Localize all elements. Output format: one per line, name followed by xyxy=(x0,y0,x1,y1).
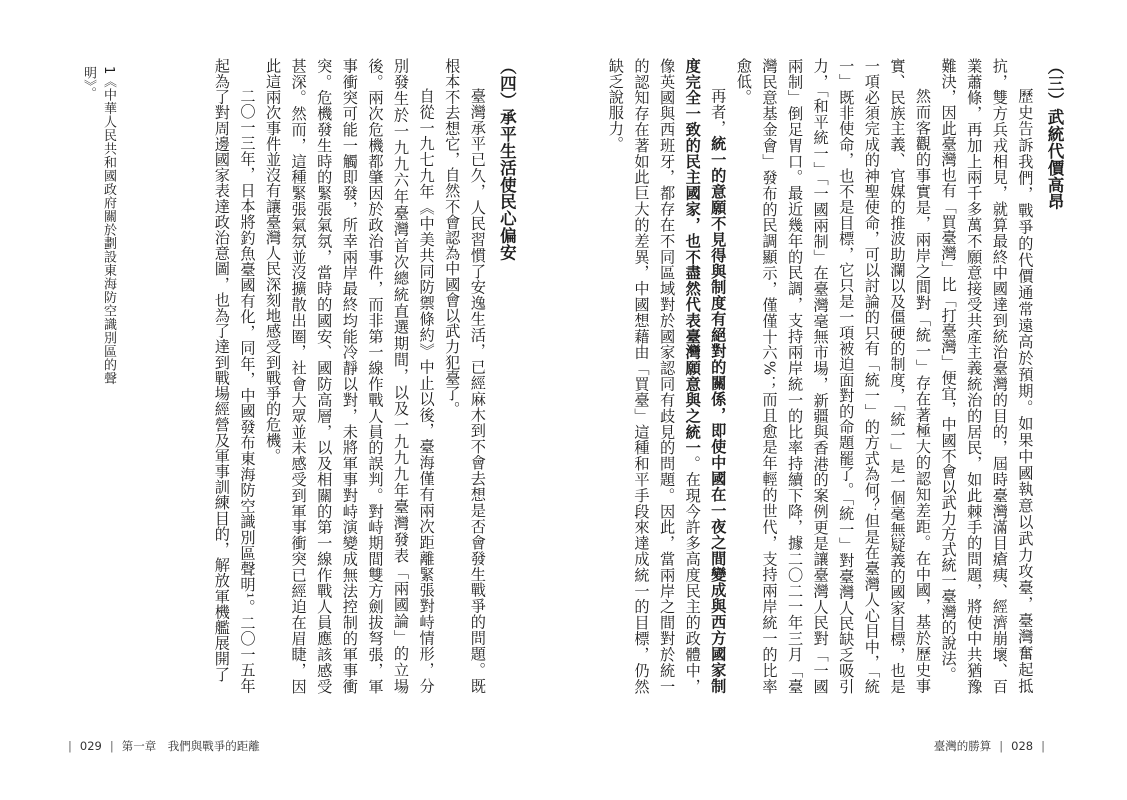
paragraph-with-emphasis xyxy=(602,58,730,694)
footnote xyxy=(78,66,118,406)
page-number: 029 xyxy=(79,739,102,753)
left-page-body xyxy=(208,58,545,694)
book-title: 臺灣的勝算 xyxy=(933,739,992,753)
right-page xyxy=(564,0,1127,800)
footer-divider: | xyxy=(68,739,72,753)
paragraph: 臺灣承平已久，人民習慣了安逸生活，已經麻木到不會去想是否會發生戰爭的問題。既根本不去想它，自然不會認為中國會以武力犯臺了。 xyxy=(443,58,487,694)
footer-divider: | xyxy=(1041,739,1045,753)
footer-divider: | xyxy=(999,739,1004,753)
footer-divider: | xyxy=(109,739,114,753)
running-footer-left xyxy=(60,738,260,754)
paragraph: 然而客觀的事實是，兩岸之間對「統一」存在著極大的認知差距。在中國，基於歷史事實、民族主義、官媒的推波助瀾以及僵硬的制度，「統一」是一個毫無疑義的國家目標，也是一項必須完成的神聖使命，可以討論的只有「統一」的方式為何？但是在臺灣人心目中，「統一」既非使命，也不是目標，它只是一項被迫面對的命題罷了。「統一」對臺灣人民缺乏吸引力，「和平統一」「一國兩制」在臺灣毫無市場，新疆與香港的案例更是讓臺灣人民對「一國兩制」倒足胃口。最近幾年的民調，支持兩岸統一的比率持續下降，據二〇二一年三月「臺灣民意基金會」發布的民調顯示，僅僅十六%；而且愈是年輕的世代，支持兩岸統一的比率愈低。 xyxy=(734,58,933,694)
paragraph: 歷史告訴我們，戰爭的代價通常遠高於預期。如果中國執意以武力攻臺，臺灣奮起抵抗，雙方兵戎相見，就算最終中國達到統治臺灣的目的，屆時臺灣滿目瘡痍、經濟崩壞、百業蕭條，再加上兩千多萬不願意接受共產主義統治的居民，如此棘手的問題，將使中共猶豫難決，因此臺灣也有「買臺灣」比「打臺灣」便宜，中國不會以武力方式統一臺灣的說法。 xyxy=(939,58,1035,694)
paragraph: 二〇一三年，日本將釣魚臺國有化，同年，中國發布東海防空識別區聲明¹。二〇一五年起為了對周邊國家表達政治意圖，也為了達到戰場經營及軍事訓練目的，解放軍機艦展開了 xyxy=(212,58,257,694)
page-number: 028 xyxy=(1011,739,1034,753)
spacer xyxy=(519,58,545,694)
running-footer-right xyxy=(934,738,1053,754)
footnote-text: 《中華人民共和國政府關於劃設東海防空識別區的聲明》。 xyxy=(81,66,116,386)
paragraph-tail: 。在現今許多高度民主的政體中，像英國與西班牙，都存在不同區域對於國家認同有歧見的問題。因此，當兩岸之間對於統一的認知存在著如此巨大的差異，中國想藉由「買臺」這種和平手段來達成統一的目標，仍然缺乏說服力。 xyxy=(606,58,702,695)
footnote-number: 1 xyxy=(101,66,116,75)
paragraph: 自從一九七九年《中美共同防禦條約》中止以後，臺海僅有兩次距離緊張對峙情形，分別發生於一九九六年臺灣首次總統直選期間，以及一九九九年臺灣發表「兩國論」的立場後。兩次危機都肇因於政治事件，而非第一線作戰人員的誤判。對峙期間雙方劍拔弩張，軍事衝突可能一觸即發，所幸兩岸最終均能冷靜以對，未將軍事對峙演變成無法控制的軍事衝突。危機發生時的緊張氣氛，當時的國安、國防高層，以及相關的第一線作戰人員應該感受甚深。然而，這種緊張氣氛並沒擴散出圈，社會大眾並未感受到軍事衝突已經迫在眉睫，因此這兩次事件並沒有讓臺灣人民深刻地感受到戰爭的危機。 xyxy=(264,58,436,694)
chapter-title: 第一章 我們與戰爭的距離 xyxy=(121,739,260,753)
left-page xyxy=(0,0,563,800)
section-heading-3: （三）武統代價高昂 xyxy=(1045,58,1064,211)
right-page-body xyxy=(602,58,1067,694)
emphasis-text: 統一的意願不見得與制度有絕對的關係，即使中國在一夜之間變成與西方國家制度完全一致的民主國家，也不盡然代表臺灣願意與之統一 xyxy=(683,58,728,694)
paragraph-lead: 再者， xyxy=(709,88,728,137)
section-heading-4: （四）承平生活使民心偏安 xyxy=(497,58,517,261)
